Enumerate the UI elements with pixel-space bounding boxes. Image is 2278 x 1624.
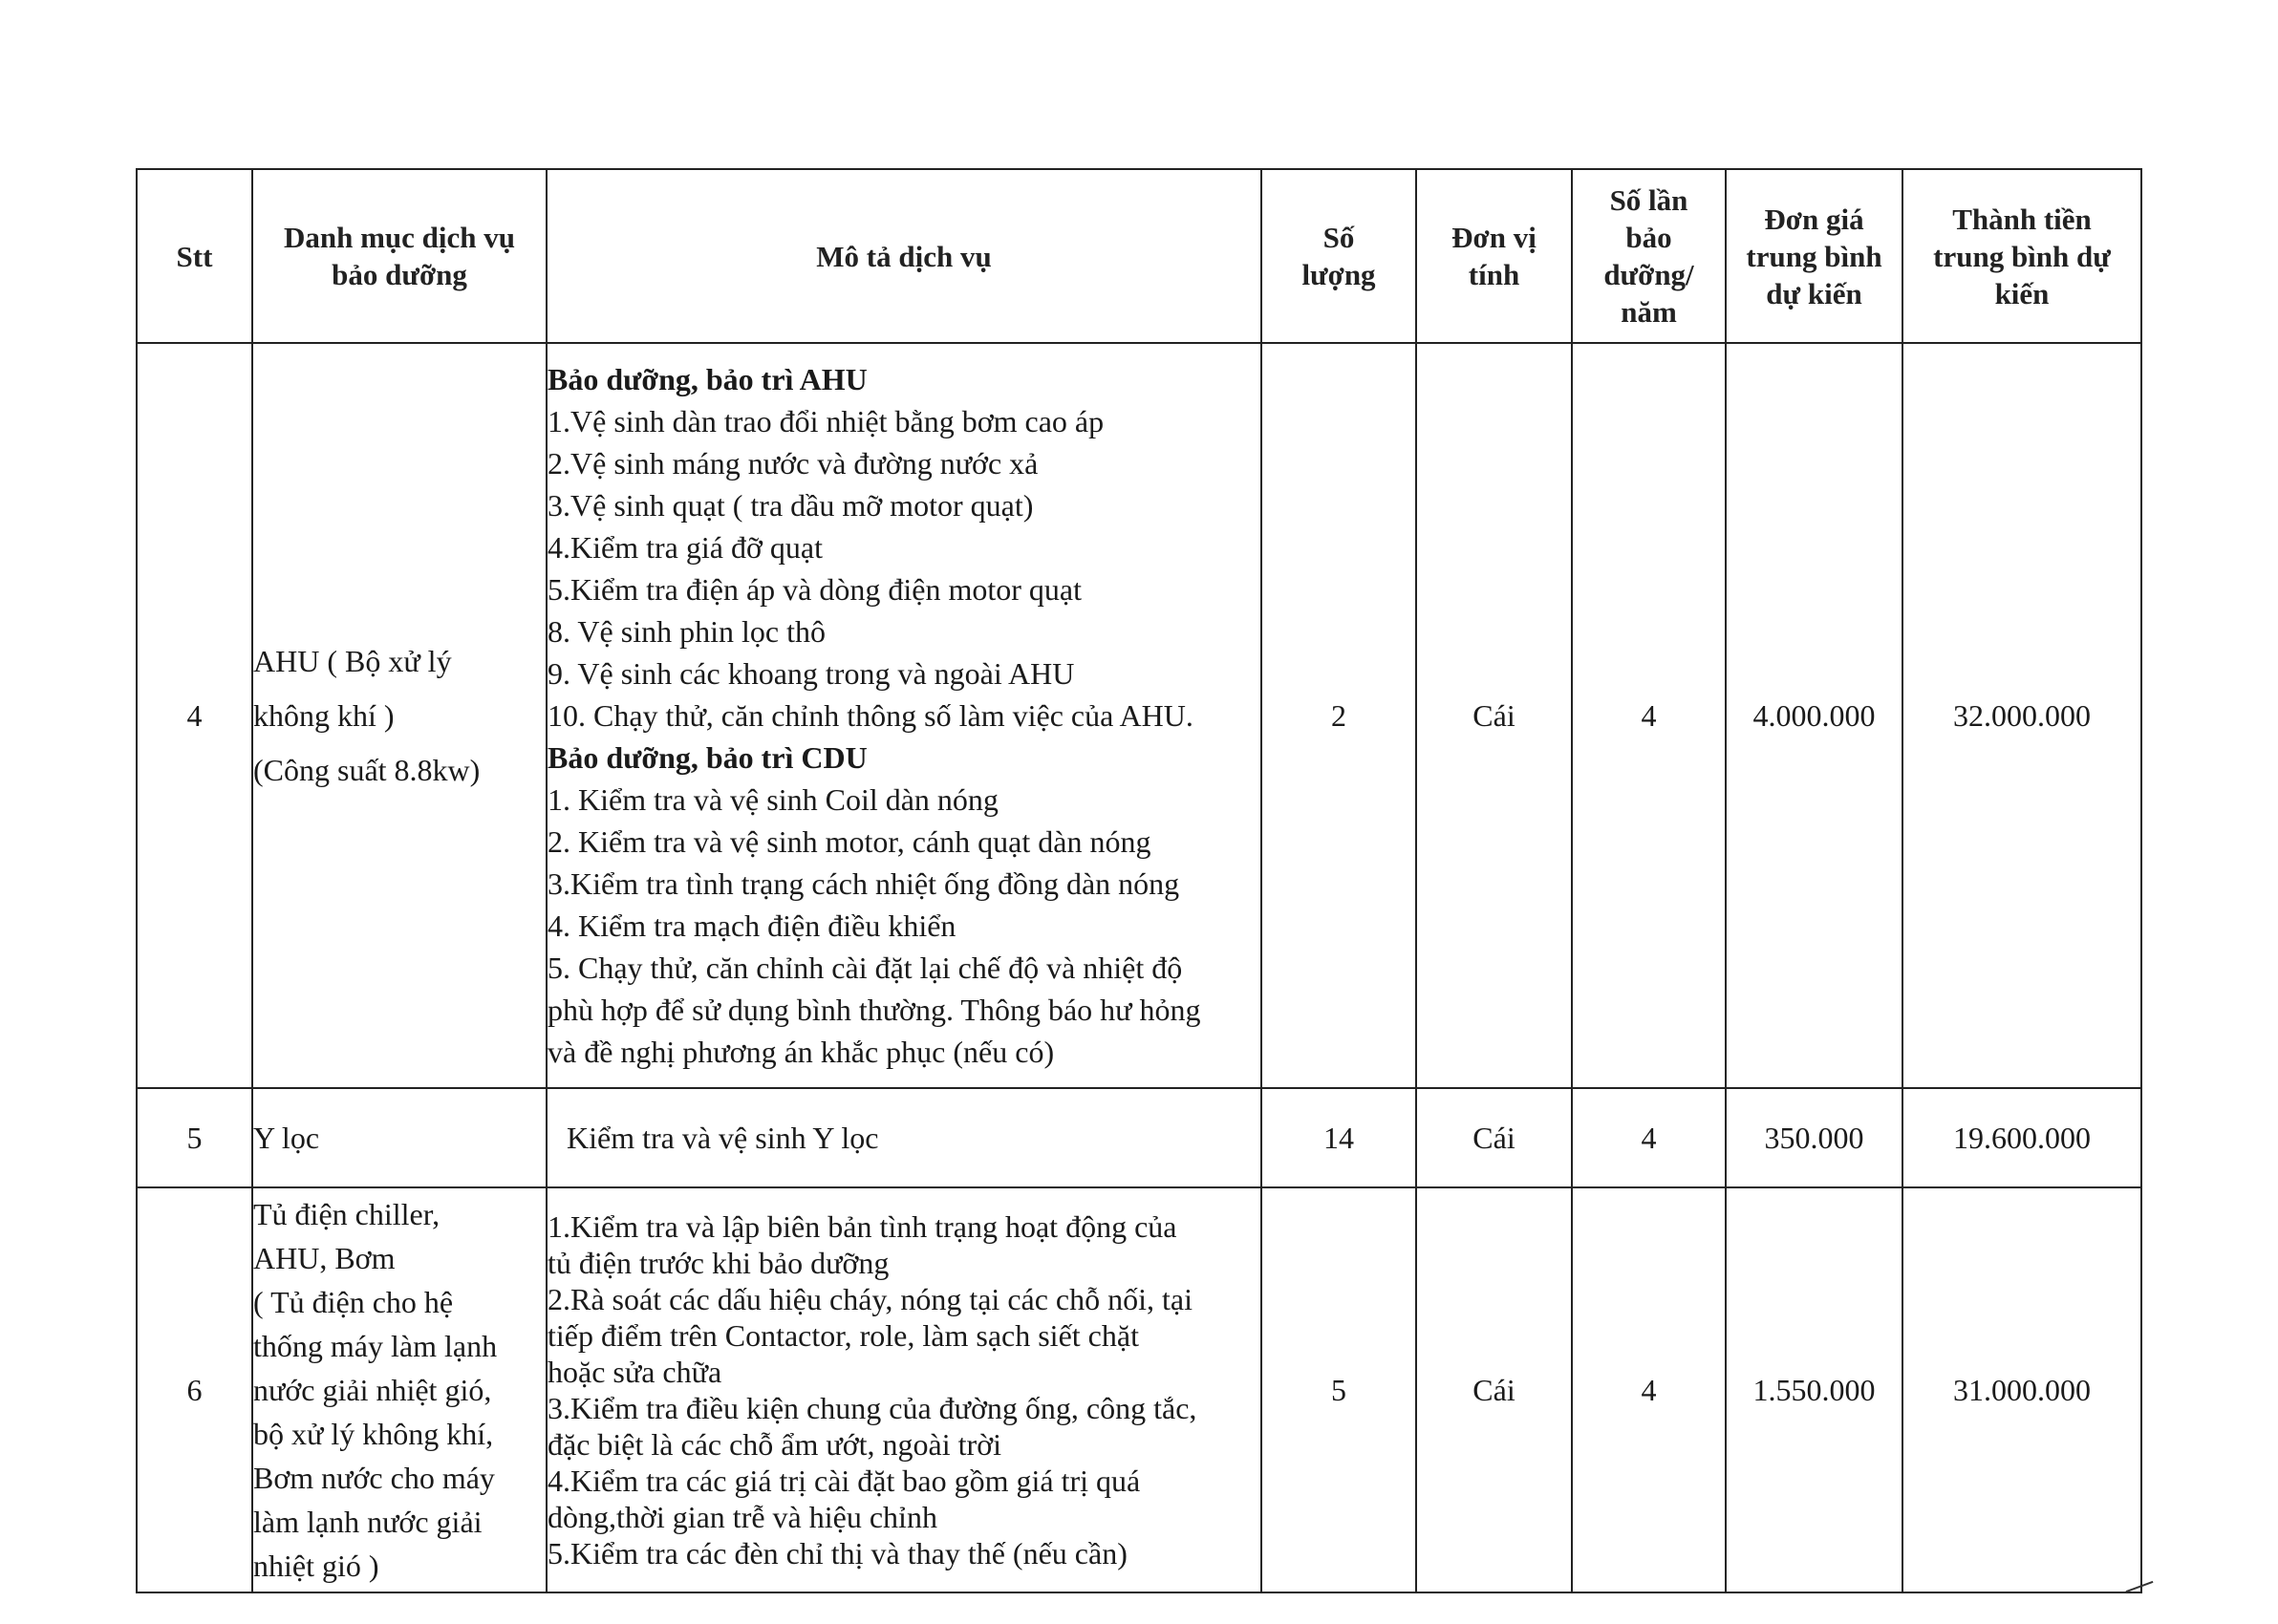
table-row [137, 343, 2141, 1088]
row-times: 4 [1572, 1187, 1726, 1592]
row-total: 31.000.000 [1902, 1187, 2141, 1592]
row-description: Kiểm tra và vệ sinh Y lọc [547, 1088, 1261, 1187]
row-quantity: 2 [1261, 343, 1416, 1088]
row-unit: Cái [1416, 1187, 1572, 1592]
row-stt: 4 [137, 343, 252, 1088]
row-description: 1.Kiểm tra và lập biên bản tình trạng hoạt động của tủ điện trước khi bảo dưỡng 2.Rà soát các dấu hiệu cháy, nóng tại các chỗ nối, tại tiếp điểm trên Contactor, role, làm sạch siết chặt hoặc sửa chữa 3.Kiểm tra điều kiện chung của đường ống, công tắc, đặc biệt là các chỗ ẩm ướt, ngoài trời 4.Kiểm tra các giá trị cài đặt bao gồm giá trị quá dòng,thời gian trễ và hiệu chỉnh 5.Kiểm tra các đèn chỉ thị và thay thế (nếu cần) [547, 1187, 1261, 1592]
row-unit-price: 4.000.000 [1726, 343, 1902, 1088]
row-total: 19.600.000 [1902, 1088, 2141, 1187]
header-unit: Đơn vị tính [1416, 169, 1572, 343]
row-description: Bảo dưỡng, bảo trì AHU 1.Vệ sinh dàn trao đổi nhiệt bằng bơm cao áp 2.Vệ sinh máng nước và đường nước xả 3.Vệ sinh quạt ( tra dầu mỡ motor quạt) 4.Kiểm tra giá đỡ quạt 5.Kiểm tra điện áp và dòng điện motor quạt 8. Vệ sinh phin lọc thô 9. Vệ sinh các khoang trong và ngoài AHU 10. Chạy thử, căn chỉnh thông số làm việc của AHU. Bảo dưỡng, bảo trì CDU 1. Kiểm tra và vệ sinh Coil dàn nóng 2. Kiểm tra và vệ sinh motor, cánh quạt dàn nóng 3.Kiểm tra tình trạng cách nhiệt ống đồng dàn nóng 4. Kiểm tra mạch điện điều khiển 5. Chạy thử, căn chỉnh cài đặt lại chế độ và nhiệt độ phù hợp để sử dụng bình thường. Thông báo hư hỏng và đề nghị phương án khắc phục (nếu có) [547, 343, 1261, 1088]
row-quantity: 14 [1261, 1088, 1416, 1187]
row-unit-price: 1.550.000 [1726, 1187, 1902, 1592]
row-category: Tủ điện chiller, AHU, Bơm ( Tủ điện cho hệ thống máy làm lạnh nước giải nhiệt gió, bộ xử lý không khí, Bơm nước cho máy làm lạnh nước giải nhiệt gió ) [252, 1187, 547, 1592]
row-category: AHU ( Bộ xử lý không khí ) (Công suất 8.8kw) [252, 343, 547, 1088]
header-stt: Stt [137, 169, 252, 343]
table-row [137, 1187, 2141, 1592]
row-times: 4 [1572, 343, 1726, 1088]
header-row [137, 169, 2141, 343]
row-quantity: 5 [1261, 1187, 1416, 1592]
service-table [136, 168, 2142, 1593]
header-description: Mô tả dịch vụ [547, 169, 1261, 343]
row-stt: 5 [137, 1088, 252, 1187]
row-category: Y lọc [252, 1088, 547, 1187]
row-unit-price: 350.000 [1726, 1088, 1902, 1187]
row-stt: 6 [137, 1187, 252, 1592]
table-row [137, 1088, 2141, 1187]
row-unit: Cái [1416, 343, 1572, 1088]
row-total: 32.000.000 [1902, 343, 2141, 1088]
header-quantity: Số lượng [1261, 169, 1416, 343]
row-times: 4 [1572, 1088, 1726, 1187]
row-unit: Cái [1416, 1088, 1572, 1187]
header-total: Thành tiền trung bình dự kiến [1902, 169, 2141, 343]
header-times-per-year: Số lần bảo dưỡng/ năm [1572, 169, 1726, 343]
header-category: Danh mục dịch vụ bảo dưỡng [252, 169, 547, 343]
header-unit-price: Đơn giá trung bình dự kiến [1726, 169, 1902, 343]
